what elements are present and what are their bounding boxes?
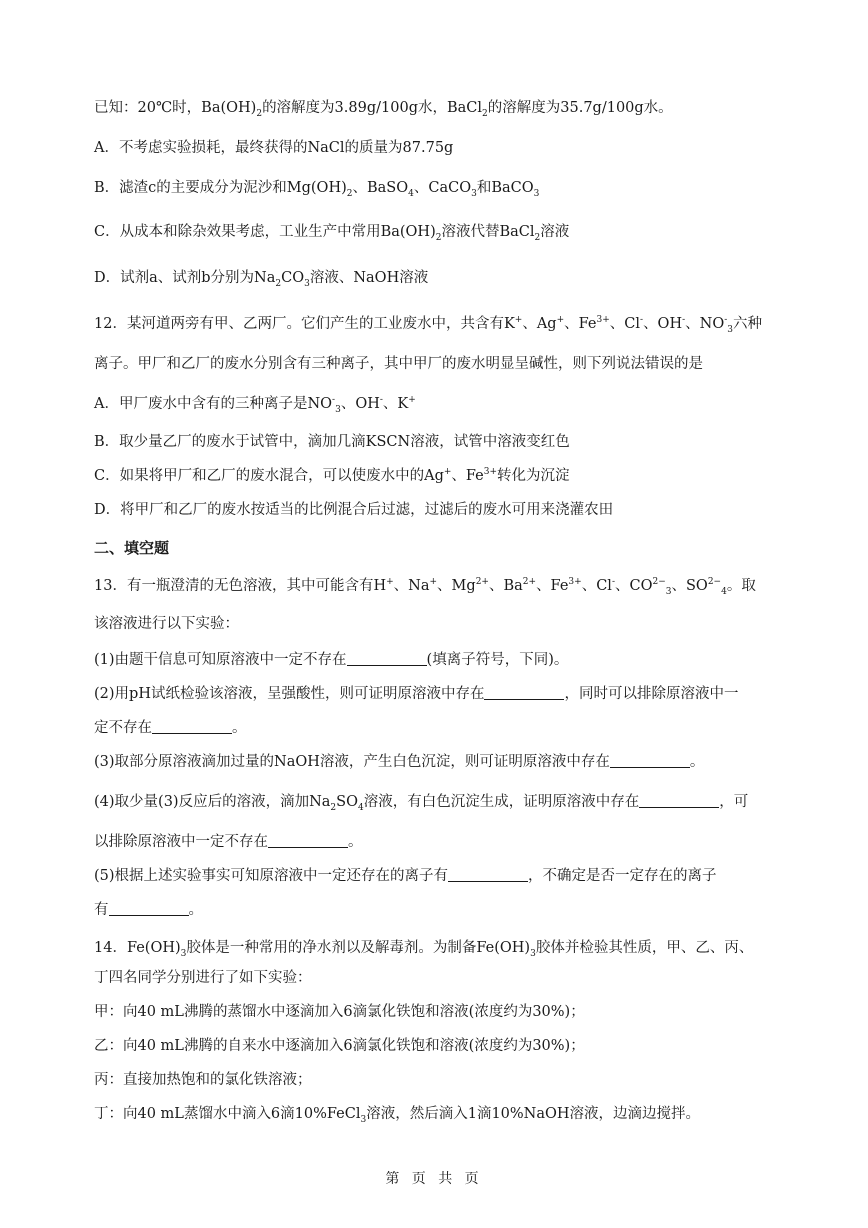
subscript: 3 (727, 324, 734, 335)
sub-question-text: 。 (348, 834, 363, 850)
q14-jia (94, 1002, 585, 1022)
stem-text: 胶体是一种常用的净水剂以及解毒剂。为制备Fe(OH) (186, 940, 531, 956)
stem-text: 丁四名同学分别进行了如下实验： (94, 970, 312, 986)
superscript: 3+ (596, 315, 610, 326)
sub-question-text: ，同时可以排除原溶液中一 (564, 686, 739, 702)
superscript: - (682, 315, 686, 326)
option-text: A．不考虑实验损耗，最终获得的NaCl的质量为87.75g (94, 140, 454, 156)
q11-option-b (94, 178, 539, 198)
stem-text: 六种 (733, 316, 763, 332)
q13-stem-line2 (94, 614, 239, 634)
stem-text: 该溶液进行以下实验： (94, 616, 239, 632)
stem-text: 、Cl (609, 316, 641, 332)
stem-text: 14．Fe(OH) (94, 940, 181, 956)
superscript: - (332, 395, 336, 406)
q12-stem-line2 (94, 354, 703, 374)
sub-question-text: 定不存在 (94, 720, 152, 736)
answer-blank[interactable] (152, 719, 232, 734)
option-text: 、OH (340, 396, 380, 412)
formula-baoh2: Ba(OH) (201, 100, 257, 116)
stem-text: 、OH (643, 316, 683, 332)
q14-bing (94, 1070, 312, 1090)
subscript: 2 (275, 278, 282, 289)
q13-sub5-line2 (94, 900, 203, 920)
q12-stem-line1 (94, 314, 762, 334)
q11-option-c (94, 222, 569, 242)
q12-option-a (94, 394, 416, 414)
subscript: 3 (533, 188, 540, 199)
option-text: B．滤渣c的主要成分为泥沙和Mg(OH) (94, 180, 347, 196)
stem-text: 、Ag (522, 316, 557, 332)
option-text: 溶液 (540, 224, 570, 240)
superscript: + (386, 577, 394, 588)
subscript: 3 (471, 188, 477, 199)
subscript: 3 (335, 404, 341, 415)
known-tail: 的溶解度为35.7g/100g水。 (487, 100, 673, 116)
superscript: - (611, 577, 615, 588)
experiment-text: 乙：向40 mL沸腾的自来水中逐滴加入6滴氯化铁饱和溶液(浓度约为30%)； (94, 1038, 585, 1054)
sub-question-text: (5)根据上述实验事实可知原溶液中一定还存在的离子有 (94, 868, 449, 884)
section-title: 二、填空题 (94, 539, 170, 557)
option-text: CO (281, 270, 305, 286)
sub-question-text: 。 (232, 720, 247, 736)
experiment-text: 溶液，然后滴入1滴10%NaOH溶液，边滴边搅拌。 (366, 1106, 701, 1122)
stem-text: 、Cl (581, 578, 612, 594)
option-text: A．甲厂废水中含有的三种离子是NO (94, 396, 333, 412)
superscript: - (379, 395, 383, 406)
q11-option-a (94, 138, 453, 158)
stem-text: 、Na (393, 578, 430, 594)
q13-sub4-line2 (94, 832, 363, 852)
q12-option-d (94, 500, 613, 520)
superscript: + (514, 315, 523, 326)
q14-stem-line2 (94, 968, 312, 988)
sub-question-text: 。 (188, 902, 203, 918)
superscript: 3+ (483, 467, 498, 478)
subscript: 4 (408, 188, 414, 199)
stem-text: 、SO (671, 578, 708, 594)
q12-option-c (94, 466, 570, 486)
option-text: 、K (382, 396, 409, 412)
stem-text: 。取 (726, 578, 756, 594)
option-text: B．取少量乙厂的废水于试管中，滴加几滴KSCN溶液，试管中溶液变红色 (94, 434, 570, 450)
page-footer: 第 页 共 页 (385, 1171, 483, 1187)
sub-question-text: SO (336, 794, 358, 810)
experiment-text: 丙：直接加热饱和的氯化铁溶液； (94, 1072, 312, 1088)
answer-blank[interactable] (448, 867, 528, 882)
q13-sub2-line1 (94, 684, 738, 704)
q13-sub5-line1 (94, 866, 717, 886)
superscript: 2+ (522, 577, 537, 588)
subscript: 4 (721, 586, 727, 597)
sub-question-text: ，可 (719, 794, 749, 810)
answer-blank[interactable] (610, 753, 690, 768)
superscript: + (408, 395, 416, 406)
q14-ding (94, 1104, 700, 1124)
sub-question-text: (2)用pH试纸检验该溶液，呈强酸性，则可证明原溶液中存在 (94, 686, 485, 702)
superscript: + (443, 467, 452, 478)
option-text: 、CaCO (413, 180, 472, 196)
q14-stem-line1 (94, 938, 753, 958)
sub-question-text: 以排除原溶液中一定不存在 (94, 834, 268, 850)
superscript: - (640, 315, 644, 326)
sub-question-text: 有 (94, 902, 109, 918)
stem-text: 、NO (685, 316, 725, 332)
stem-text: 、CO (614, 578, 653, 594)
q14-yi (94, 1036, 585, 1056)
option-text: C．如果将甲厂和乙厂的废水混合，可以使废水中的Ag (94, 468, 444, 484)
option-text: 转化为沉淀 (497, 468, 570, 484)
stem-text: 、Fe (536, 578, 569, 594)
option-text: C．从成本和除杂效果考虑，工业生产中常用Ba(OH) (94, 224, 436, 240)
option-text: 、Fe (451, 468, 484, 484)
superscript: - (724, 315, 728, 326)
option-text: 、BaSO (352, 180, 409, 196)
sub-question-text: 溶液，有白色沉淀生成，证明原溶液中存在 (363, 794, 640, 810)
q13-sub3 (94, 752, 704, 772)
subscript: 4 (357, 802, 364, 813)
sub-question-text: 。 (689, 754, 705, 770)
subscript: 3 (360, 1114, 367, 1125)
subscript: 3 (530, 948, 536, 959)
sub-question-text: (填离子符号，下同)。 (426, 652, 569, 668)
known-mid: 的溶解度为3.89g/100g水， (262, 100, 447, 116)
stem-text: 离子。甲厂和乙厂的废水分别含有三种离子，其中甲厂的废水明显呈碱性，则下列说法错误的是 (94, 356, 703, 372)
q13-stem-line1 (94, 576, 756, 596)
sub-question-text: (3)取部分原溶液滴加过量的NaOH溶液，产生白色沉淀，则可证明原溶液中存在 (94, 754, 610, 770)
superscript: + (429, 577, 438, 588)
subscript: 2 (435, 232, 442, 243)
q13-sub2-line2 (94, 718, 247, 738)
option-text: 溶液代替BaCl (441, 224, 535, 240)
section-heading (94, 538, 169, 558)
sub-question-text: (1)由题干信息可知原溶液中一定不存在 (94, 652, 347, 668)
subscript: 2 (482, 108, 488, 119)
sub-question-text: (4)取少量(3)反应后的溶液，滴加Na (94, 794, 331, 810)
superscript: 2+ (475, 577, 489, 588)
known-prefix: 已知：20℃时， (94, 100, 202, 116)
subscript: 3 (304, 278, 310, 289)
subscript: 2 (330, 802, 337, 813)
subscript: 2 (346, 188, 353, 199)
q13-sub4-line1 (94, 792, 748, 812)
option-text: 和BaCO (476, 180, 534, 196)
stem-text: 、Ba (488, 578, 523, 594)
q13-sub1 (94, 650, 568, 670)
sub-question-text: ，不确定是否一定存在的离子 (528, 868, 717, 884)
stem-text: 13．有一瓶澄清的无色溶液，其中可能含有H (94, 578, 387, 594)
superscript: 2− (707, 577, 722, 588)
stem-text: 、Fe (564, 316, 597, 332)
answer-blank[interactable] (109, 901, 189, 916)
q12-option-b (94, 432, 570, 452)
superscript: 2− (652, 577, 666, 588)
superscript: + (556, 315, 565, 326)
answer-blank[interactable] (347, 651, 427, 666)
answer-blank[interactable] (268, 833, 348, 848)
subscript: 3 (665, 586, 672, 597)
subscript: 2 (256, 108, 263, 119)
q11-option-d (94, 268, 428, 288)
subscript: 3 (180, 948, 187, 959)
option-text: D．试剂a、试剂b分别为Na (94, 270, 276, 286)
experiment-text: 丁：向40 mL蒸馏水中滴入6滴10%FeCl (94, 1106, 361, 1122)
formula-bacl2: BaCl (446, 100, 483, 116)
stem-text: 胶体并检验其性质，甲、乙、丙、 (535, 940, 754, 956)
option-text: 溶液、NaOH溶液 (309, 270, 429, 286)
subscript: 2 (534, 232, 541, 243)
known-line (94, 98, 673, 118)
answer-blank[interactable] (484, 685, 564, 700)
answer-blank[interactable] (639, 793, 719, 808)
superscript: 3+ (568, 577, 582, 588)
stem-text: 12．某河道两旁有甲、乙两厂。它们产生的工业废水中，共含有K (94, 316, 515, 332)
stem-text: 、Mg (437, 578, 476, 594)
experiment-text: 甲：向40 mL沸腾的蒸馏水中逐滴加入6滴氯化铁饱和溶液(浓度约为30%)； (94, 1004, 585, 1020)
option-text: D．将甲厂和乙厂的废水按适当的比例混合后过滤，过滤后的废水可用来浇灌农田 (94, 502, 614, 518)
